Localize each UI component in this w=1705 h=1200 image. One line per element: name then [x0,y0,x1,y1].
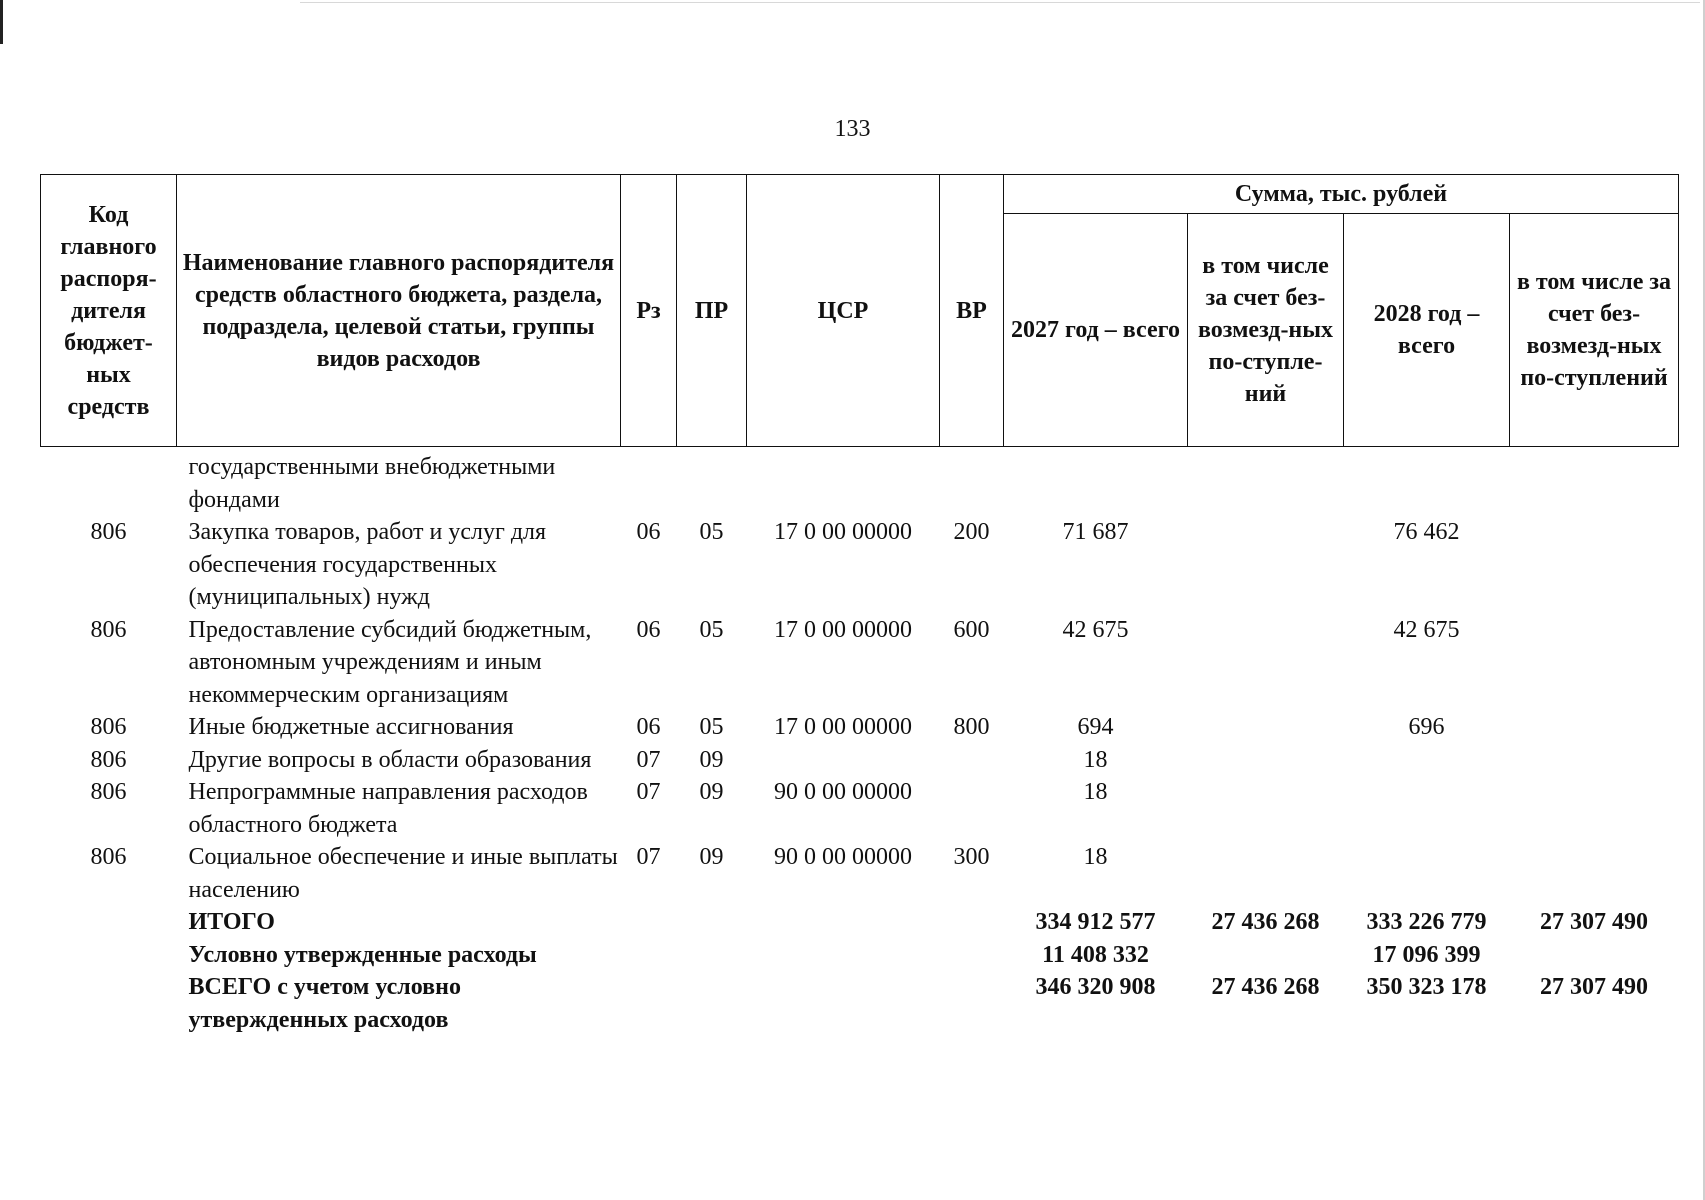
cell-2027-total: 18 [1083,844,1108,870]
cell-csr [747,906,940,939]
cell-2027-total [1004,447,1188,517]
cell-2027-free [1188,711,1344,744]
cell-vr: 800 [953,714,990,740]
cell-2028-free [1510,614,1679,712]
cell-2028-total [1344,744,1510,777]
cell-2028-free [1510,939,1679,972]
table-row [41,614,1679,712]
cell-pr: 05 [699,519,724,545]
header-2028-total: 2028 год – всего [1344,214,1510,447]
cell-rz: 07 [636,746,661,773]
cell-2028-total: 17 096 399 [1372,941,1481,968]
cell-pr [677,971,747,1036]
cell-code [41,906,177,939]
cell-vr [940,744,1004,777]
header-2028-free: в том числе за счет без-возмезд-ных по-ступлений [1510,214,1679,447]
cell-pr [677,906,747,939]
cell-name: Другие вопросы в области образования [188,746,592,773]
cell-name: государственными внебюджетными фондами [188,454,556,513]
cell-pr: 09 [699,779,724,805]
cell-2028-free [1510,776,1679,841]
total-row-itogo [41,906,1679,939]
cell-2028-free [1510,516,1679,614]
cell-2027-total: 71 687 [1062,519,1129,545]
cell-2028-total: 76 462 [1393,519,1460,545]
cell-2028-free [1510,447,1679,517]
cell-vr: 600 [953,616,990,643]
cell-csr [747,447,940,517]
cell-2027-free [1188,744,1344,777]
cell-2027-free [1188,776,1344,841]
cell-2027-total: 18 [1083,779,1108,805]
table-header [41,175,1679,447]
header-2027-free: в том числе за счет без-возмезд-ных по-ступле-ний [1188,214,1344,447]
cell-2027-total: 346 320 908 [1035,974,1156,1000]
budget-table [40,174,1679,1036]
header-code: Код главного распоря-дителя бюджет-ных средств [41,175,177,447]
table-row [41,776,1679,841]
page-number: 133 [834,116,871,142]
cell-csr: 17 0 00 00000 [774,519,912,545]
cell-code: 806 [90,746,127,773]
cell-name: Социальное обеспечение и иные выплаты населению [188,844,618,903]
cell-name: Закупка товаров, работ и услуг для обеспечения государственных (муниципальных) нужд [188,519,547,610]
cell-vr [940,776,1004,841]
cell-2027-free [1188,841,1344,906]
cell-code: 806 [90,844,127,870]
cell-2027-free [1188,516,1344,614]
cell-csr: 90 0 00 00000 [774,844,912,870]
table-row [41,841,1679,906]
cell-csr [747,971,940,1036]
cell-name: Условно утвержденные расходы [188,941,537,968]
cell-rz: 06 [636,519,661,545]
total-row-conditional [41,939,1679,972]
cell-rz: 06 [636,616,661,643]
header-csr: ЦСР [747,175,940,447]
cell-rz [621,447,677,517]
cell-2028-free: 27 307 490 [1540,974,1648,1000]
cell-2027-total: 694 [1077,714,1114,740]
cell-2028-total: 350 323 178 [1366,974,1487,1000]
cell-vr [940,939,1004,972]
cell-csr [747,939,940,972]
cell-rz: 07 [636,779,661,805]
cell-name: Непрограммные направления расходов областного бюджета [188,779,588,838]
scan-edge [300,2,1700,3]
cell-2028-free [1510,744,1679,777]
table-row [41,447,1679,517]
cell-2027-free [1188,614,1344,712]
header-rz: Рз [621,175,677,447]
cell-pr: 05 [699,616,724,643]
cell-vr [940,447,1004,517]
cell-csr: 17 0 00 00000 [774,714,912,740]
header-2027-total: 2027 год – всего [1004,214,1188,447]
cell-pr: 09 [699,844,724,870]
cell-name: ИТОГО [188,909,275,935]
cell-pr [677,447,747,517]
cell-rz: 07 [636,844,661,870]
cell-code: 806 [90,519,127,545]
cell-csr: 17 0 00 00000 [774,616,912,643]
cell-2028-total [1344,841,1510,906]
cell-code [41,939,177,972]
cell-2027-total: 334 912 577 [1035,909,1156,935]
cell-2028-total [1344,776,1510,841]
cell-2028-free [1510,841,1679,906]
cell-name: ВСЕГО с учетом условно утвержденных расходов [188,974,461,1033]
table-row [41,744,1679,777]
cell-2028-total: 42 675 [1393,616,1460,643]
cell-csr: 90 0 00 00000 [774,779,912,805]
header-sum: Сумма, тыс. рублей [1004,175,1679,214]
cell-2028-total [1344,447,1510,517]
cell-2028-free: 27 307 490 [1540,909,1648,935]
cell-code: 806 [90,616,127,643]
cell-2028-free [1510,711,1679,744]
cell-code: 806 [90,714,127,740]
cell-2027-total: 11 408 332 [1042,941,1149,968]
cell-2027-total: 18 [1083,746,1108,773]
cell-rz [621,906,677,939]
cell-vr [940,971,1004,1036]
cell-pr: 05 [699,714,724,740]
scan-edge [0,0,3,44]
cell-2027-total: 42 675 [1062,616,1129,643]
header-pr: ПР [677,175,747,447]
cell-2027-free [1188,447,1344,517]
cell-code [41,447,177,517]
cell-name: Предоставление субсидий бюджетным, автономным учреждениям и иным некоммерческим организациям [188,616,592,708]
header-vr: ВР [940,175,1004,447]
cell-vr: 200 [953,519,990,545]
cell-2027-free: 27 436 268 [1211,909,1320,935]
cell-vr: 300 [953,844,990,870]
cell-pr: 09 [699,746,724,773]
cell-2027-free [1188,939,1344,972]
cell-csr [747,744,940,777]
cell-2027-free: 27 436 268 [1211,974,1320,1000]
table-row [41,516,1679,614]
total-row-vsego [41,971,1679,1036]
cell-2028-total: 333 226 779 [1366,909,1487,935]
table-body [41,447,1679,1037]
header-name: Наименование главного распорядителя средств областного бюджета, раздела, подраздела, целевой статьи, группы видов расходов [177,175,621,447]
cell-code [41,971,177,1036]
table-row [41,711,1679,744]
cell-vr [940,906,1004,939]
cell-name: Иные бюджетные ассигнования [188,714,514,740]
cell-pr [677,939,747,972]
cell-rz [621,939,677,972]
cell-rz [621,971,677,1036]
cell-code: 806 [90,779,127,805]
cell-2028-total: 696 [1408,714,1445,740]
cell-rz: 06 [636,714,661,740]
